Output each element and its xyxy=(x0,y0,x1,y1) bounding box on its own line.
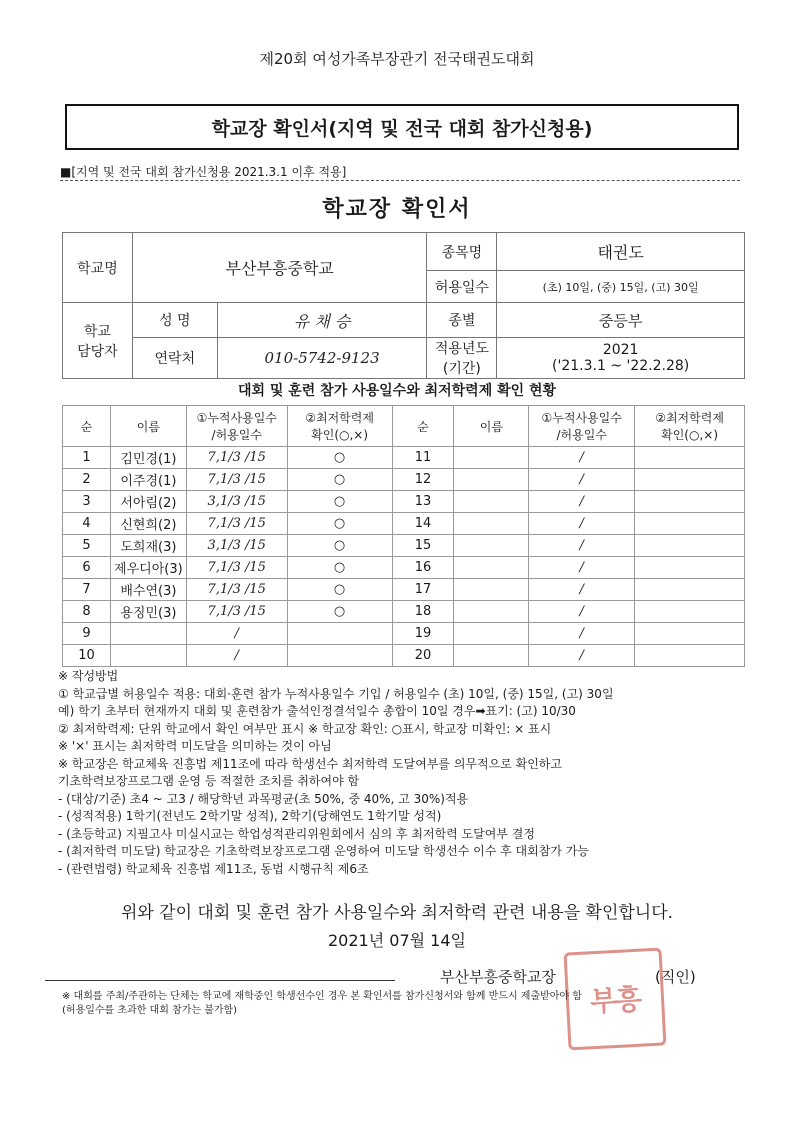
row-name-right xyxy=(454,513,529,535)
category-value: 중등부 xyxy=(497,303,745,338)
notice-text: ■[지역 및 전국 대회 참가신청용 2021.3.1 이후 적용] xyxy=(60,165,347,179)
event-value: 태권도 xyxy=(497,233,745,271)
header-days-line1: ①누적사용일수 xyxy=(196,411,277,425)
header-check-right-line1: ②최저학력제 xyxy=(655,411,724,425)
principal-signature: 부산부흥중학교장 xyxy=(440,968,556,986)
year-value-line1: 2021 xyxy=(602,342,639,358)
event-label: 종목명 xyxy=(427,233,497,271)
info-table xyxy=(62,232,745,379)
row-no-right: 12 xyxy=(392,469,454,491)
confirm-statement: 위와 같이 대회 및 훈련 참가 사용일수와 최저학력 관련 내용을 확인합니다. xyxy=(120,903,674,923)
row-no: 6 xyxy=(63,557,111,579)
row-name: 용징민(3) xyxy=(110,601,186,623)
row-name xyxy=(110,623,186,645)
section-title: 대회 및 훈련 참가 사용일수와 최저학력제 확인 현황 xyxy=(237,383,557,399)
row-no-right: 15 xyxy=(392,535,454,557)
row-no-right: 17 xyxy=(392,579,454,601)
row-days-right: / xyxy=(529,579,635,601)
header-days-right-line1: ①누적사용일수 xyxy=(541,411,622,425)
seal-label: (직인) xyxy=(655,968,696,986)
year-label-line1: 적용년도 xyxy=(434,341,489,357)
footnote-line: (허용일수를 초과한 대회 참가는 불가함) xyxy=(62,1005,238,1016)
row-name: 신현희(2) xyxy=(110,513,186,535)
table-row xyxy=(63,491,745,513)
row-days-right: / xyxy=(529,601,635,623)
row-days: 7,1/3 /15 xyxy=(186,579,287,601)
row-check xyxy=(287,645,392,667)
note-line: 기초학력보장프로그램 운영 등 적절한 조치를 취하여야 함 xyxy=(58,774,360,788)
row-name-right xyxy=(454,447,529,469)
row-days-right: / xyxy=(529,491,635,513)
signature-line xyxy=(45,980,395,981)
name-value: 유 채 승 xyxy=(217,303,427,338)
row-no-right: 11 xyxy=(392,447,454,469)
row-check: ○ xyxy=(287,535,392,557)
row-check-right xyxy=(635,535,745,557)
row-name: 도희재(3) xyxy=(110,535,186,557)
note-line: ① 학교급별 허용일수 적용: 대회·훈련 참가 누적사용일수 기입 / 허용일수 (초) 10일, (중) 15일, (고) 30일 xyxy=(58,686,614,701)
year-value xyxy=(497,338,745,379)
notice-divider xyxy=(60,180,740,181)
row-no-right: 18 xyxy=(392,601,454,623)
row-check: ○ xyxy=(287,557,392,579)
row-check-right xyxy=(635,623,745,645)
note-line: ※ 작성방법 xyxy=(58,669,119,683)
staff-label xyxy=(63,303,133,379)
footnote xyxy=(62,990,742,1018)
category-label: 종별 xyxy=(427,303,497,338)
row-name: 이주경(1) xyxy=(110,469,186,491)
header-check-line2: 확인(○,×) xyxy=(311,428,369,442)
header-check-right-line2: 확인(○,×) xyxy=(661,428,718,442)
note-line: ※ 학교장은 학교체육 진흥법 제11조에 따라 학생선수 최저학력 도달여부를 의무적으로 확인하고 xyxy=(58,756,562,771)
header-days xyxy=(186,406,287,447)
table-row xyxy=(63,645,745,667)
row-name: 배수연(3) xyxy=(110,579,186,601)
row-no: 1 xyxy=(63,447,111,469)
row-days-right: / xyxy=(529,513,635,535)
header-check xyxy=(287,406,392,447)
school-label: 학교명 xyxy=(63,233,133,303)
header-days-right xyxy=(529,406,635,447)
row-no-right: 14 xyxy=(392,513,454,535)
row-name-right xyxy=(454,491,529,513)
header-check-line1: ②최저학력제 xyxy=(305,411,374,425)
header-no: 순 xyxy=(63,406,111,447)
row-check-right xyxy=(635,601,745,623)
table-row xyxy=(63,469,745,491)
table-row xyxy=(63,557,745,579)
row-no: 2 xyxy=(63,469,111,491)
event-name: 제20회 여성가족부장관기 전국태권도대회 xyxy=(259,50,535,68)
table-row xyxy=(63,447,745,469)
row-no-right: 13 xyxy=(392,491,454,513)
row-days: / xyxy=(186,645,287,667)
row-no: 5 xyxy=(63,535,111,557)
row-days-right: / xyxy=(529,557,635,579)
note-line: - (관련법령) 학교체육 진흥법 제11조, 동법 시행규칙 제6조 xyxy=(58,861,369,876)
header-check-right xyxy=(635,406,745,447)
row-check-right xyxy=(635,491,745,513)
note-line: - (성적적용) 1학기(전년도 2학기말 성적), 2학기(당해연도 1학기말 성적) xyxy=(58,809,442,823)
official-seal: 부흥 xyxy=(564,948,667,1051)
document-title: 학교장 확인서(지역 및 전국 대회 참가신청용) xyxy=(211,117,593,140)
table-row xyxy=(63,601,745,623)
row-check: ○ xyxy=(287,579,392,601)
row-check: ○ xyxy=(287,447,392,469)
allowed-days-label: 허용일수 xyxy=(427,271,497,303)
note-line: ② 최저학력제: 단위 학교에서 확인 여부만 표시 ※ 학교장 확인: ○표시, 학교장 미확인: × 표시 xyxy=(58,721,552,736)
row-check: ○ xyxy=(287,491,392,513)
row-no-right: 16 xyxy=(392,557,454,579)
row-days-right: / xyxy=(529,623,635,645)
row-days: 7,1/3 /15 xyxy=(186,447,287,469)
note-line: - (최저학력 미도달) 학교장은 기초학력보장프로그램 운영하여 미도달 학생선수 이수 후 대회참가 가능 xyxy=(58,844,589,858)
note-line: - (초등학교) 지필고사 미실시교는 학업성적관리위원회에서 심의 후 최저학력 도달여부 결정 xyxy=(58,826,535,841)
staff-label-line2: 담당자 xyxy=(77,343,118,360)
allowed-days-value: (초) 10일, (중) 15일, (고) 30일 xyxy=(497,271,745,303)
row-days: 3,1/3 /15 xyxy=(186,491,287,513)
table-row xyxy=(63,623,745,645)
row-days-right: / xyxy=(529,535,635,557)
notes-section xyxy=(58,668,748,878)
row-no: 4 xyxy=(63,513,111,535)
year-label xyxy=(427,338,497,379)
year-label-line2: (기간) xyxy=(442,361,481,377)
row-check: ○ xyxy=(287,513,392,535)
row-check-right xyxy=(635,579,745,601)
row-check xyxy=(287,623,392,645)
row-name-right xyxy=(454,557,529,579)
row-days: 3,1/3 /15 xyxy=(186,535,287,557)
row-no-right: 20 xyxy=(392,645,454,667)
form-title: 학교장 확인서 xyxy=(322,197,472,222)
row-name-right xyxy=(454,469,529,491)
issue-date: 2021년 07월 14일 xyxy=(328,931,466,950)
row-days: / xyxy=(186,623,287,645)
row-name-right xyxy=(454,645,529,667)
row-days-right: / xyxy=(529,645,635,667)
note-line: ※ '×' 표시는 최저학력 미도달을 의미하는 것이 아님 xyxy=(58,739,332,753)
row-check-right xyxy=(635,557,745,579)
note-line: - (대상/기준) 초4 ~ 고3 / 해당학년 과목평균(초 50%, 중 40%, 고 30%)적용 xyxy=(58,791,469,806)
row-check-right xyxy=(635,513,745,535)
row-name xyxy=(110,645,186,667)
header-no-right: 순 xyxy=(392,406,454,447)
table-row xyxy=(63,513,745,535)
row-days: 7,1/3 /15 xyxy=(186,557,287,579)
header-name-right: 이름 xyxy=(454,406,529,447)
contact-value: 010-5742-9123 xyxy=(217,338,427,379)
row-days-right: / xyxy=(529,469,635,491)
table-row xyxy=(63,535,745,557)
row-name: 서아림(2) xyxy=(110,491,186,513)
year-value-line2: ('21.3.1 ~ '22.2.28) xyxy=(552,358,690,374)
row-name-right xyxy=(454,601,529,623)
school-value: 부산부흥중학교 xyxy=(132,233,427,303)
document-title-box xyxy=(65,104,739,150)
row-check: ○ xyxy=(287,601,392,623)
header-days-right-line2: /허용일수 xyxy=(556,428,607,442)
table-row xyxy=(63,579,745,601)
row-no: 9 xyxy=(63,623,111,645)
participant-table xyxy=(62,405,745,667)
row-days: 7,1/3 /15 xyxy=(186,513,287,535)
row-check: ○ xyxy=(287,469,392,491)
row-name: 제우디아(3) xyxy=(110,557,186,579)
header-days-line2: /허용일수 xyxy=(211,428,262,442)
staff-label-line1: 학교 xyxy=(83,323,111,340)
row-name: 김민경(1) xyxy=(110,447,186,469)
row-name-right xyxy=(454,579,529,601)
row-days-right: / xyxy=(529,447,635,469)
row-check-right xyxy=(635,447,745,469)
row-name-right xyxy=(454,623,529,645)
row-no: 7 xyxy=(63,579,111,601)
footnote-line: ※ 대회를 주최/주관하는 단체는 학교에 재학중인 학생선수인 경우 본 확인서를 참가신청서와 함께 반드시 제출받아야 함 xyxy=(62,991,582,1002)
row-no: 3 xyxy=(63,491,111,513)
note-line: 예) 학기 초부터 현재까지 대회 및 훈련참가 출석인정결석일수 총합이 10일 경우➡표기: (고) 10/30 xyxy=(58,704,576,718)
row-no: 10 xyxy=(63,645,111,667)
row-no-right: 19 xyxy=(392,623,454,645)
name-label: 성 명 xyxy=(132,303,217,338)
row-check-right xyxy=(635,469,745,491)
row-days: 7,1/3 /15 xyxy=(186,601,287,623)
header-name: 이름 xyxy=(110,406,186,447)
row-no: 8 xyxy=(63,601,111,623)
contact-label: 연락처 xyxy=(132,338,217,379)
row-name-right xyxy=(454,535,529,557)
row-check-right xyxy=(635,645,745,667)
row-days: 7,1/3 /15 xyxy=(186,469,287,491)
